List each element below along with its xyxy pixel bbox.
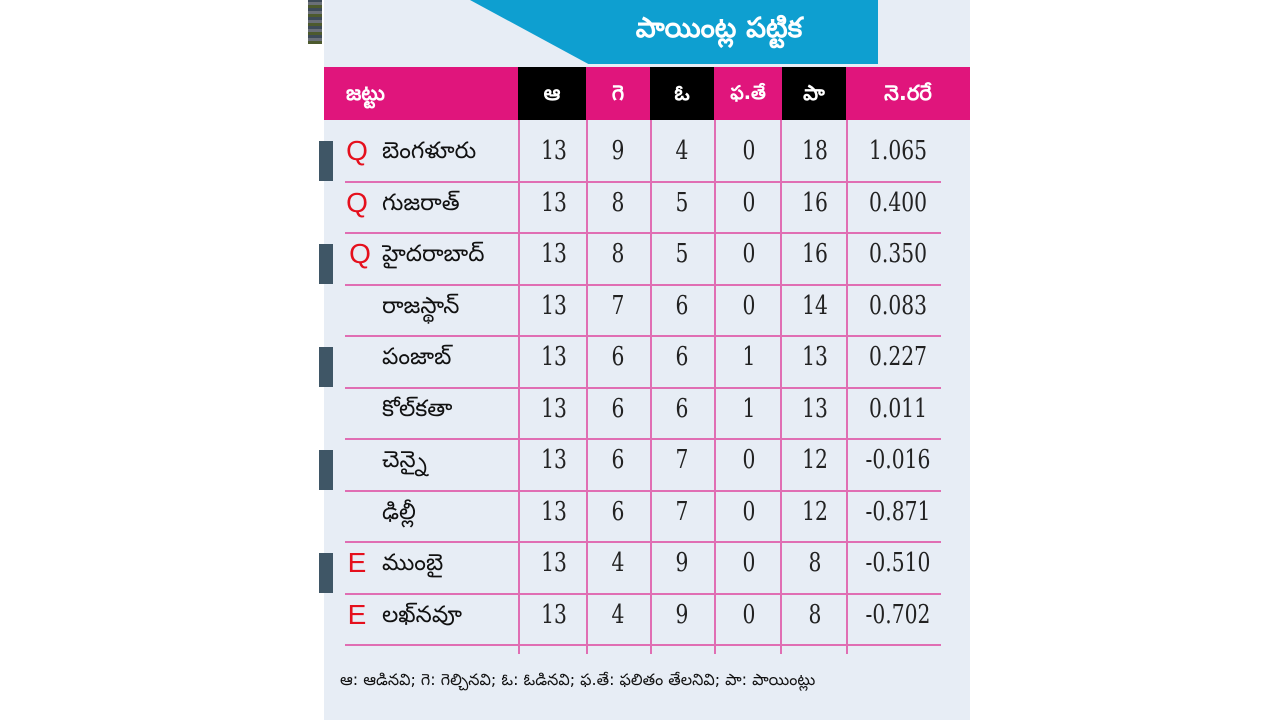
cell-played: 13: [541, 136, 567, 166]
cell-nrr: -0.871: [865, 497, 931, 527]
cell-nrr: 1.065: [868, 136, 928, 166]
cell-nrr: 0.227: [868, 342, 928, 372]
cell-points: 16: [802, 188, 828, 218]
cell-nrr: 0.083: [868, 291, 928, 321]
cell-lost: 6: [675, 291, 689, 321]
cell-points: 13: [802, 394, 828, 424]
status-badge: Q: [346, 135, 368, 166]
team-name: లఖ్‌నవూ: [382, 602, 462, 628]
cell-nrr: -0.016: [865, 445, 931, 475]
header-no-result: ఫ.తే: [730, 82, 766, 104]
cell-won: 4: [611, 548, 625, 578]
cell-no-result: 0: [742, 445, 756, 475]
cell-played: 13: [541, 342, 567, 372]
team-name: గుజరాత్: [382, 190, 460, 216]
cell-played: 13: [541, 188, 567, 218]
cell-won: 8: [611, 239, 625, 269]
header-played: ఆ: [518, 67, 586, 120]
cell-played: 13: [541, 239, 567, 269]
cell-nrr: 0.350: [868, 239, 928, 269]
header-nrr: నె.రరే: [884, 81, 932, 105]
table-title: పాయింట్ల పట్టిక: [635, 11, 803, 44]
cell-won: 8: [611, 188, 625, 218]
cell-points: 18: [802, 136, 828, 166]
cell-played: 13: [541, 600, 567, 630]
cell-lost: 5: [675, 239, 689, 269]
cell-played: 13: [541, 394, 567, 424]
cell-lost: 6: [675, 394, 689, 424]
cell-lost: 7: [675, 497, 689, 527]
cell-lost: 7: [675, 445, 689, 475]
cell-no-result: 0: [742, 239, 756, 269]
cell-no-result: 1: [742, 394, 756, 424]
cell-won: 6: [611, 394, 625, 424]
cell-nrr: 0.400: [868, 188, 928, 218]
cell-no-result: 0: [742, 548, 756, 578]
cell-lost: 9: [675, 600, 689, 630]
cell-no-result: 0: [742, 188, 756, 218]
team-name: హైదరాబాద్: [382, 241, 485, 267]
cell-won: 7: [611, 291, 625, 321]
row-marker: [319, 553, 333, 593]
team-name: ముంబై: [382, 550, 444, 576]
cell-points: 8: [808, 600, 822, 630]
cell-won: 6: [611, 445, 625, 475]
cell-played: 13: [541, 445, 567, 475]
decorative-strip: [308, 0, 322, 44]
team-name: పంజాబ్: [382, 344, 452, 370]
row-divider: [345, 644, 941, 646]
cell-won: 6: [611, 497, 625, 527]
cell-won: 9: [611, 136, 625, 166]
status-badge: E: [347, 599, 367, 630]
header-lost: ఓ: [650, 67, 714, 120]
cell-won: 6: [611, 342, 625, 372]
cell-no-result: 0: [742, 600, 756, 630]
cell-played: 13: [541, 291, 567, 321]
cell-points: 12: [802, 497, 828, 527]
status-badge: E: [347, 547, 367, 578]
cell-no-result: 0: [742, 136, 756, 166]
team-name: ఢిల్లీ: [382, 499, 416, 525]
cell-no-result: 0: [742, 291, 756, 321]
row-marker: [319, 347, 333, 387]
team-name: రాజస్థాన్: [382, 293, 460, 319]
row-marker: [319, 141, 333, 181]
cell-lost: 4: [675, 136, 689, 166]
team-name: బెంగళూరు: [382, 138, 477, 164]
row-marker: [319, 244, 333, 284]
cell-points: 13: [802, 342, 828, 372]
cell-lost: 6: [675, 342, 689, 372]
cell-points: 8: [808, 548, 822, 578]
header-won: గె: [611, 81, 625, 105]
row-marker: [319, 450, 333, 490]
cell-played: 13: [541, 548, 567, 578]
cell-played: 13: [541, 497, 567, 527]
team-name: కోల్‌కతా: [382, 396, 453, 422]
footnote-legend: ఆ: ఆడినవి; గె: గెల్చినవి; ఓ: ఓడినవి; ఫ.తే: ఫలితం తేలనివి; పా: పాయింట్లు: [340, 670, 816, 689]
cell-no-result: 0: [742, 497, 756, 527]
header-team: జట్టు: [346, 81, 385, 105]
cell-nrr: 0.011: [868, 394, 928, 424]
cell-nrr: -0.702: [865, 600, 931, 630]
cell-points: 12: [802, 445, 828, 475]
cell-nrr: -0.510: [865, 548, 931, 578]
status-badge: Q: [346, 187, 368, 218]
status-badge: Q: [349, 238, 371, 269]
cell-won: 4: [611, 600, 625, 630]
cell-no-result: 1: [742, 342, 756, 372]
cell-points: 16: [802, 239, 828, 269]
team-name: చెన్నై: [382, 447, 427, 473]
cell-lost: 9: [675, 548, 689, 578]
cell-points: 14: [802, 291, 828, 321]
header-points: పా: [782, 67, 846, 120]
cell-lost: 5: [675, 188, 689, 218]
